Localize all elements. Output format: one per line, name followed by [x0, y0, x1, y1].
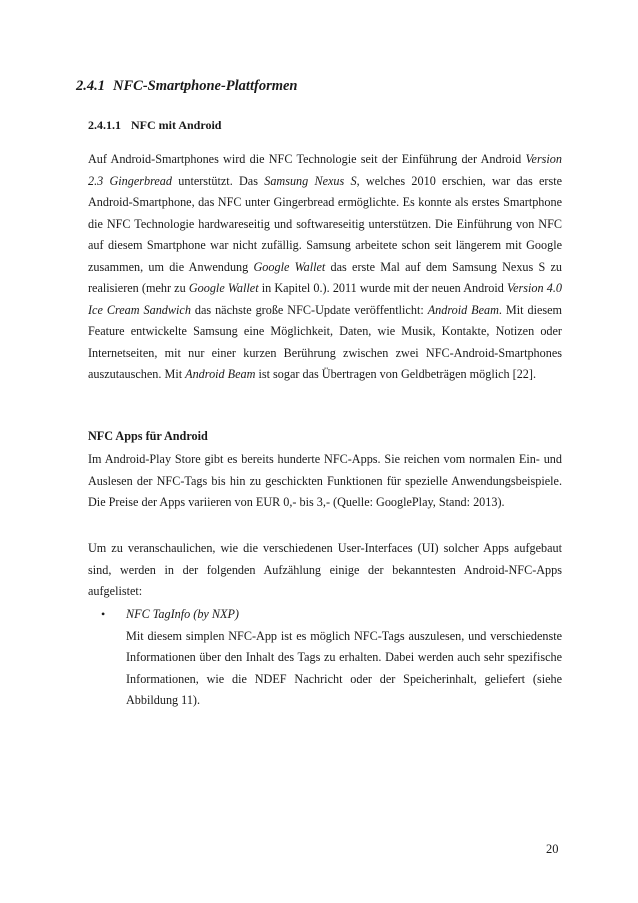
section-number: 2.4.1 [76, 78, 105, 94]
text-run: Auf Android-Smartphones wird die NFC Technologie seit der Einführung der Android [88, 152, 526, 166]
text-run: . Mit diesem Feature entwickelte Samsung eine Möglichkeit, Daten, wie Musik, Kontakte, Notizen oder Internetseiten, mit nur einer kurzen Berührung zwischen zwei NFC-Android-Smartphones auszutauschen. Mit [88, 302, 563, 381]
subsection-title: NFC mit Android [131, 118, 222, 132]
text-run: in Kapitel 0.). 2011 wurde mit der neuen Android [258, 281, 508, 295]
list-item [88, 604, 562, 712]
paragraph-ui-intro: Um zu veranschaulichen, wie die verschiedenen User-Interfaces (UI) solcher Apps aufgebaut sind, werden in der folgenden Aufzählung einige der bekanntesten Android-NFC-Apps aufgelistet: [88, 541, 562, 598]
app-bullet-list [88, 604, 562, 712]
page-number: 20 [546, 842, 559, 856]
italic-term-google-wallet: Google Wallet [253, 259, 326, 274]
text-run: unterstützt. Das [172, 173, 265, 188]
text-run: das nächste große NFC-Update veröffentlicht: [190, 302, 428, 317]
apps-heading: NFC Apps für Android [88, 429, 208, 443]
paragraph-play-store: Im Android-Play Store gibt es bereits hunderte NFC-Apps. Sie reichen vom normalen Ein- und Auslesen der NFC-Tags bis hin zu geschickten Funktionen für spezielle Anwendungsbeispiele. Die Preise der Apps variieren von EUR 0,- bis 3,- (Quelle: GooglePlay, Stand: 2013). [88, 452, 562, 509]
italic-term-google-wallet: Google Wallet [188, 281, 259, 295]
italic-term-ice-cream-sandwich: Version 4.0 Ice Cream Sandwich [88, 281, 563, 317]
section-heading [76, 78, 298, 95]
subsection-number: 2.4.1.1 [88, 118, 121, 132]
text-run: das erste Mal auf dem Samsung Nexus S zu realisieren (mehr zu [88, 259, 563, 295]
text-run: ist sogar das Übertragen von Geldbeträgen möglich [22]. [255, 367, 537, 381]
text-run: , welches 2010 erschien, war das erste Android-Smartphone, das NFC unter Gingerbread ermöglichte. Es konnte als erstes Smartphone die NFC Technologie hardwareseitig und softwareseitig unterstützen. Die Einführung von NFC auf diesem Smartphone war nicht zufällig. Samsung arbeitete schon seit längerem mit Google zusammen, um die Anwendung [88, 173, 562, 274]
bullet-marker: • [101, 607, 106, 621]
subsection-heading [88, 118, 221, 133]
italic-term-nexus-s: Samsung Nexus S [264, 173, 357, 188]
italic-term-android-beam: Android Beam [427, 302, 499, 317]
bullet-description: Mit diesem simplen NFC-App ist es möglich NFC-Tags auszulesen, und verschiedenste Informationen über den Inhalt des Tags zu erhalten. Dabei werden auch sehr spezifische Informationen, wie die NDEF Nachricht oder der Speicherinhalt, geliefert (siehe Abbildung 11). [126, 628, 562, 707]
section-title: NFC-Smartphone-Plattformen [113, 78, 298, 94]
italic-term-android-beam: Android Beam [185, 367, 256, 381]
italic-term-gingerbread: Version 2.3 Gingerbread [88, 152, 562, 188]
bullet-title: NFC TagInfo (by NXP) [126, 607, 239, 621]
paragraph-android-nfc [88, 149, 562, 386]
